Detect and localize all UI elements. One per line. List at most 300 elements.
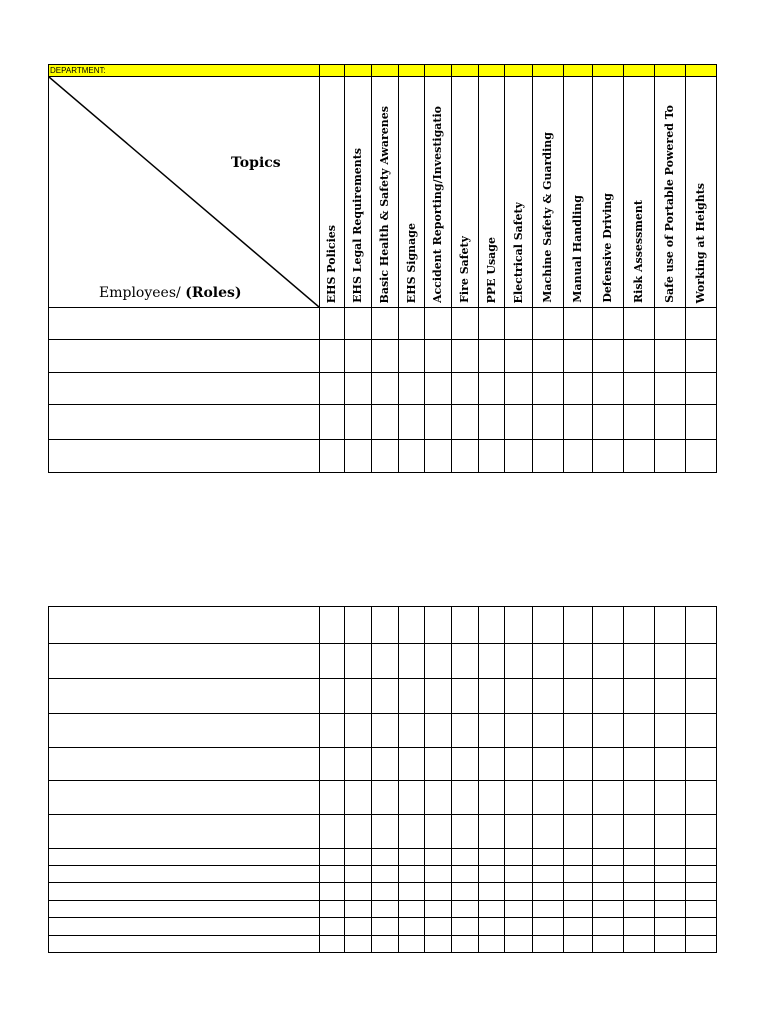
training-status-cell[interactable]	[452, 607, 479, 644]
training-status-cell[interactable]	[564, 936, 593, 953]
training-status-cell[interactable]	[479, 748, 505, 781]
training-status-cell[interactable]	[479, 849, 505, 866]
training-status-cell[interactable]	[505, 866, 533, 883]
training-status-cell[interactable]	[686, 340, 717, 373]
employee-name-cell[interactable]	[49, 866, 320, 883]
training-status-cell[interactable]	[479, 781, 505, 815]
training-status-cell[interactable]	[320, 901, 345, 918]
training-status-cell[interactable]	[624, 918, 655, 936]
training-status-cell[interactable]	[425, 781, 452, 815]
training-status-cell[interactable]	[564, 440, 593, 473]
training-status-cell[interactable]	[533, 679, 564, 714]
training-status-cell[interactable]	[345, 308, 372, 340]
training-status-cell[interactable]	[533, 607, 564, 644]
training-status-cell[interactable]	[655, 714, 686, 748]
training-status-cell[interactable]	[320, 405, 345, 440]
training-status-cell[interactable]	[564, 405, 593, 440]
training-status-cell[interactable]	[452, 781, 479, 815]
training-status-cell[interactable]	[479, 901, 505, 918]
training-status-cell[interactable]	[564, 373, 593, 405]
training-status-cell[interactable]	[479, 883, 505, 901]
topic-label: Risk Assessment	[632, 200, 645, 303]
employee-name-cell[interactable]	[49, 936, 320, 953]
topics-header-row	[49, 77, 717, 308]
training-status-cell[interactable]	[686, 714, 717, 748]
training-status-cell[interactable]	[345, 340, 372, 373]
training-status-cell[interactable]	[320, 918, 345, 936]
training-status-cell[interactable]	[425, 866, 452, 883]
training-status-cell[interactable]	[345, 901, 372, 918]
training-status-cell[interactable]	[593, 405, 624, 440]
topic-label: Defensive Driving	[601, 193, 614, 303]
training-status-cell[interactable]	[320, 440, 345, 473]
training-status-cell[interactable]	[533, 849, 564, 866]
training-status-cell[interactable]	[505, 748, 533, 781]
training-status-cell[interactable]	[479, 936, 505, 953]
training-status-cell[interactable]	[372, 901, 399, 918]
training-status-cell[interactable]	[345, 815, 372, 849]
department-topic-cell	[479, 65, 505, 77]
training-status-cell[interactable]	[425, 373, 452, 405]
training-status-cell[interactable]	[399, 849, 425, 866]
training-status-cell[interactable]	[399, 440, 425, 473]
training-status-cell[interactable]	[320, 679, 345, 714]
employee-row	[49, 373, 717, 405]
employee-row	[49, 679, 717, 714]
training-status-cell[interactable]	[452, 340, 479, 373]
training-status-cell[interactable]	[624, 679, 655, 714]
training-status-cell[interactable]	[345, 679, 372, 714]
training-status-cell[interactable]	[320, 373, 345, 405]
training-status-cell[interactable]	[479, 815, 505, 849]
training-status-cell[interactable]	[564, 607, 593, 644]
training-status-cell[interactable]	[505, 936, 533, 953]
training-status-cell[interactable]	[593, 936, 624, 953]
training-status-cell[interactable]	[479, 644, 505, 679]
training-status-cell[interactable]	[479, 918, 505, 936]
training-status-cell[interactable]	[479, 714, 505, 748]
training-status-cell[interactable]	[564, 883, 593, 901]
training-status-cell[interactable]	[505, 308, 533, 340]
training-status-cell[interactable]	[425, 340, 452, 373]
training-status-cell[interactable]	[593, 440, 624, 473]
employee-name-cell[interactable]	[49, 781, 320, 815]
training-status-cell[interactable]	[505, 607, 533, 644]
training-status-cell[interactable]	[479, 340, 505, 373]
training-status-cell[interactable]	[345, 440, 372, 473]
training-status-cell[interactable]	[686, 781, 717, 815]
training-status-cell[interactable]	[655, 936, 686, 953]
training-status-cell[interactable]	[399, 679, 425, 714]
training-status-cell[interactable]	[655, 815, 686, 849]
training-status-cell[interactable]	[593, 714, 624, 748]
training-status-cell[interactable]	[593, 644, 624, 679]
training-status-cell[interactable]	[655, 679, 686, 714]
training-status-cell[interactable]	[533, 781, 564, 815]
training-status-cell[interactable]	[655, 440, 686, 473]
training-status-cell[interactable]	[345, 849, 372, 866]
training-status-cell[interactable]	[425, 644, 452, 679]
employee-row	[49, 901, 717, 918]
training-status-cell[interactable]	[686, 883, 717, 901]
training-status-cell[interactable]	[533, 714, 564, 748]
training-status-cell[interactable]	[372, 748, 399, 781]
employee-name-cell[interactable]	[49, 714, 320, 748]
training-status-cell[interactable]	[320, 883, 345, 901]
topic-label: Working at Heights	[694, 182, 707, 303]
training-status-cell[interactable]	[320, 866, 345, 883]
employee-name-cell[interactable]	[49, 815, 320, 849]
training-status-cell[interactable]	[320, 815, 345, 849]
training-status-cell[interactable]	[372, 936, 399, 953]
department-topic-cell	[345, 65, 372, 77]
training-status-cell[interactable]	[593, 748, 624, 781]
training-status-cell[interactable]	[593, 607, 624, 644]
training-status-cell[interactable]	[345, 405, 372, 440]
employee-name-cell[interactable]	[49, 405, 320, 440]
training-status-cell[interactable]	[399, 918, 425, 936]
training-status-cell[interactable]	[624, 815, 655, 849]
employee-name-cell[interactable]	[49, 644, 320, 679]
training-status-cell[interactable]	[564, 340, 593, 373]
training-status-cell[interactable]	[564, 644, 593, 679]
training-status-cell[interactable]	[533, 883, 564, 901]
training-status-cell[interactable]	[593, 866, 624, 883]
training-status-cell[interactable]	[425, 849, 452, 866]
training-status-cell[interactable]	[399, 607, 425, 644]
training-status-cell[interactable]	[372, 815, 399, 849]
training-status-cell[interactable]	[345, 936, 372, 953]
training-status-cell[interactable]	[372, 308, 399, 340]
corner-header-cell	[49, 77, 320, 308]
training-status-cell[interactable]	[452, 883, 479, 901]
topic-label: Machine Safety & Guarding	[541, 132, 554, 303]
training-status-cell[interactable]	[655, 781, 686, 815]
training-status-cell[interactable]	[372, 679, 399, 714]
training-status-cell[interactable]	[372, 644, 399, 679]
training-status-cell[interactable]	[320, 607, 345, 644]
training-status-cell[interactable]	[425, 308, 452, 340]
training-status-cell[interactable]	[345, 373, 372, 405]
training-status-cell[interactable]	[533, 901, 564, 918]
training-status-cell[interactable]	[655, 644, 686, 679]
employee-name-cell[interactable]	[49, 901, 320, 918]
training-status-cell[interactable]	[624, 781, 655, 815]
training-status-cell[interactable]	[686, 866, 717, 883]
training-status-cell[interactable]	[452, 918, 479, 936]
employee-name-cell[interactable]	[49, 373, 320, 405]
training-status-cell[interactable]	[399, 714, 425, 748]
employee-name-cell[interactable]	[49, 679, 320, 714]
training-status-cell[interactable]	[533, 918, 564, 936]
training-status-cell[interactable]	[479, 679, 505, 714]
training-status-cell[interactable]	[399, 883, 425, 901]
training-status-cell[interactable]	[452, 748, 479, 781]
training-status-cell[interactable]	[624, 849, 655, 866]
training-status-cell[interactable]	[399, 781, 425, 815]
training-status-cell[interactable]	[345, 781, 372, 815]
training-status-cell[interactable]	[533, 815, 564, 849]
training-status-cell[interactable]	[564, 815, 593, 849]
training-status-cell[interactable]	[655, 918, 686, 936]
training-status-cell[interactable]	[452, 679, 479, 714]
training-status-cell[interactable]	[686, 918, 717, 936]
training-status-cell[interactable]	[320, 849, 345, 866]
training-status-cell[interactable]	[399, 866, 425, 883]
training-status-cell[interactable]	[479, 866, 505, 883]
topic-header-cell	[452, 77, 479, 308]
training-status-cell[interactable]	[593, 781, 624, 815]
training-status-cell[interactable]	[479, 373, 505, 405]
training-status-cell[interactable]	[655, 340, 686, 373]
training-status-cell[interactable]	[505, 340, 533, 373]
training-status-cell[interactable]	[593, 883, 624, 901]
training-status-cell[interactable]	[686, 308, 717, 340]
training-status-cell[interactable]	[686, 373, 717, 405]
training-status-cell[interactable]	[593, 308, 624, 340]
training-status-cell[interactable]	[452, 308, 479, 340]
training-status-cell[interactable]	[452, 714, 479, 748]
training-status-cell[interactable]	[345, 748, 372, 781]
training-status-cell[interactable]	[452, 815, 479, 849]
training-status-cell[interactable]	[399, 644, 425, 679]
training-status-cell[interactable]	[425, 607, 452, 644]
training-status-cell[interactable]	[320, 781, 345, 815]
training-status-cell[interactable]	[452, 849, 479, 866]
training-status-cell[interactable]	[564, 679, 593, 714]
training-status-cell[interactable]	[593, 815, 624, 849]
training-status-cell[interactable]	[593, 340, 624, 373]
training-status-cell[interactable]	[372, 405, 399, 440]
training-status-cell[interactable]	[624, 936, 655, 953]
training-status-cell[interactable]	[425, 936, 452, 953]
training-status-cell[interactable]	[564, 849, 593, 866]
training-status-cell[interactable]	[505, 679, 533, 714]
training-status-cell[interactable]	[564, 918, 593, 936]
training-status-cell[interactable]	[655, 849, 686, 866]
training-status-cell[interactable]	[686, 849, 717, 866]
training-status-cell[interactable]	[479, 405, 505, 440]
department-topic-cell	[320, 65, 345, 77]
training-status-cell[interactable]	[624, 440, 655, 473]
training-status-cell[interactable]	[479, 607, 505, 644]
training-status-cell[interactable]	[624, 644, 655, 679]
training-status-cell[interactable]	[372, 714, 399, 748]
training-status-cell[interactable]	[655, 901, 686, 918]
training-status-cell[interactable]	[533, 308, 564, 340]
training-status-cell[interactable]	[425, 714, 452, 748]
training-status-cell[interactable]	[505, 373, 533, 405]
training-status-cell[interactable]	[372, 883, 399, 901]
training-status-cell[interactable]	[452, 644, 479, 679]
training-status-cell[interactable]	[425, 679, 452, 714]
training-status-cell[interactable]	[425, 901, 452, 918]
training-status-cell[interactable]	[505, 883, 533, 901]
training-status-cell[interactable]	[686, 644, 717, 679]
topic-label: Safe use of Portable Powered To	[663, 105, 676, 303]
training-status-cell[interactable]	[624, 308, 655, 340]
training-status-cell[interactable]	[425, 815, 452, 849]
training-status-cell[interactable]	[655, 308, 686, 340]
training-status-cell[interactable]	[686, 607, 717, 644]
training-status-cell[interactable]	[533, 644, 564, 679]
training-status-cell[interactable]	[505, 849, 533, 866]
training-status-cell[interactable]	[452, 373, 479, 405]
training-status-cell[interactable]	[655, 748, 686, 781]
training-status-cell[interactable]	[372, 607, 399, 644]
training-status-cell[interactable]	[624, 901, 655, 918]
training-status-cell[interactable]	[593, 849, 624, 866]
employee-name-cell[interactable]	[49, 748, 320, 781]
training-status-cell[interactable]	[372, 373, 399, 405]
training-status-cell[interactable]	[624, 714, 655, 748]
training-status-cell[interactable]	[399, 373, 425, 405]
employee-name-cell[interactable]	[49, 607, 320, 644]
topic-header-cell	[686, 77, 717, 308]
employee-name-cell[interactable]	[49, 440, 320, 473]
training-status-cell[interactable]	[345, 607, 372, 644]
training-status-cell[interactable]	[479, 308, 505, 340]
employees-roles-label	[99, 285, 242, 301]
employee-name-cell[interactable]	[49, 308, 320, 340]
employee-name-cell[interactable]	[49, 883, 320, 901]
training-status-cell[interactable]	[686, 936, 717, 953]
training-status-cell[interactable]	[655, 866, 686, 883]
training-status-cell[interactable]	[533, 440, 564, 473]
training-status-cell[interactable]	[345, 866, 372, 883]
training-status-cell[interactable]	[686, 748, 717, 781]
training-status-cell[interactable]	[345, 883, 372, 901]
training-status-cell[interactable]	[624, 405, 655, 440]
training-status-cell[interactable]	[564, 748, 593, 781]
training-status-cell[interactable]	[399, 405, 425, 440]
training-status-cell[interactable]	[320, 936, 345, 953]
training-status-cell[interactable]	[452, 866, 479, 883]
training-status-cell[interactable]	[564, 901, 593, 918]
training-status-cell[interactable]	[624, 373, 655, 405]
topic-header-cell	[533, 77, 564, 308]
training-status-cell[interactable]	[655, 373, 686, 405]
training-status-cell[interactable]	[593, 918, 624, 936]
topic-header-cell	[655, 77, 686, 308]
training-status-cell[interactable]	[372, 340, 399, 373]
training-status-cell[interactable]	[533, 373, 564, 405]
training-status-cell[interactable]	[345, 918, 372, 936]
training-status-cell[interactable]	[564, 866, 593, 883]
training-status-cell[interactable]	[399, 901, 425, 918]
training-status-cell[interactable]	[505, 714, 533, 748]
training-status-cell[interactable]	[399, 308, 425, 340]
topic-header-cell	[425, 77, 452, 308]
training-status-cell[interactable]	[686, 440, 717, 473]
training-status-cell[interactable]	[372, 781, 399, 815]
training-status-cell[interactable]	[345, 644, 372, 679]
training-status-cell[interactable]	[372, 849, 399, 866]
training-status-cell[interactable]	[320, 714, 345, 748]
employee-name-cell[interactable]	[49, 849, 320, 866]
training-status-cell[interactable]	[624, 748, 655, 781]
training-status-cell[interactable]	[320, 644, 345, 679]
training-status-cell[interactable]	[624, 866, 655, 883]
training-matrix-table	[48, 64, 717, 473]
training-status-cell[interactable]	[624, 883, 655, 901]
training-status-cell[interactable]	[479, 440, 505, 473]
training-status-cell[interactable]	[452, 440, 479, 473]
topic-label: Electrical Safety	[511, 201, 525, 303]
training-status-cell[interactable]	[593, 679, 624, 714]
department-cell[interactable]	[49, 65, 320, 77]
training-status-cell[interactable]	[425, 440, 452, 473]
training-status-cell[interactable]	[399, 748, 425, 781]
training-status-cell[interactable]	[686, 405, 717, 440]
training-status-cell[interactable]	[564, 308, 593, 340]
training-status-cell[interactable]	[505, 901, 533, 918]
training-status-cell[interactable]	[624, 607, 655, 644]
training-status-cell[interactable]	[564, 781, 593, 815]
training-status-cell[interactable]	[372, 440, 399, 473]
training-status-cell[interactable]	[320, 340, 345, 373]
training-status-cell[interactable]	[452, 901, 479, 918]
training-status-cell[interactable]	[345, 714, 372, 748]
employee-row	[49, 440, 717, 473]
department-topic-cell	[593, 65, 624, 77]
training-status-cell[interactable]	[320, 748, 345, 781]
training-status-cell[interactable]	[533, 405, 564, 440]
training-status-cell[interactable]	[564, 714, 593, 748]
training-status-cell[interactable]	[399, 340, 425, 373]
training-status-cell[interactable]	[593, 373, 624, 405]
training-status-cell[interactable]	[533, 748, 564, 781]
training-status-cell[interactable]	[655, 607, 686, 644]
department-topic-cell	[564, 65, 593, 77]
training-status-cell[interactable]	[452, 936, 479, 953]
training-status-cell[interactable]	[372, 866, 399, 883]
training-status-cell[interactable]	[425, 883, 452, 901]
training-status-cell[interactable]	[533, 936, 564, 953]
training-status-cell[interactable]	[372, 918, 399, 936]
training-status-cell[interactable]	[533, 340, 564, 373]
training-status-cell[interactable]	[425, 748, 452, 781]
employee-row	[49, 748, 717, 781]
training-status-cell[interactable]	[399, 815, 425, 849]
department-topic-cell	[425, 65, 452, 77]
training-status-cell[interactable]	[686, 815, 717, 849]
training-status-cell[interactable]	[505, 405, 533, 440]
training-status-cell[interactable]	[399, 936, 425, 953]
topic-header-cell	[320, 77, 345, 308]
training-status-cell[interactable]	[425, 405, 452, 440]
training-status-cell[interactable]	[655, 405, 686, 440]
training-status-cell[interactable]	[533, 866, 564, 883]
training-status-cell[interactable]	[624, 340, 655, 373]
training-status-cell[interactable]	[505, 781, 533, 815]
training-status-cell[interactable]	[505, 815, 533, 849]
department-row	[49, 65, 717, 77]
training-status-cell[interactable]	[505, 918, 533, 936]
training-status-cell[interactable]	[686, 679, 717, 714]
employee-name-cell[interactable]	[49, 918, 320, 936]
training-status-cell[interactable]	[452, 405, 479, 440]
training-status-cell[interactable]	[655, 883, 686, 901]
training-status-cell[interactable]	[686, 901, 717, 918]
training-status-cell[interactable]	[425, 918, 452, 936]
training-status-cell[interactable]	[505, 440, 533, 473]
employee-row	[49, 607, 717, 644]
training-status-cell[interactable]	[505, 644, 533, 679]
training-status-cell[interactable]	[320, 308, 345, 340]
employee-name-cell[interactable]	[49, 340, 320, 373]
training-status-cell[interactable]	[593, 901, 624, 918]
